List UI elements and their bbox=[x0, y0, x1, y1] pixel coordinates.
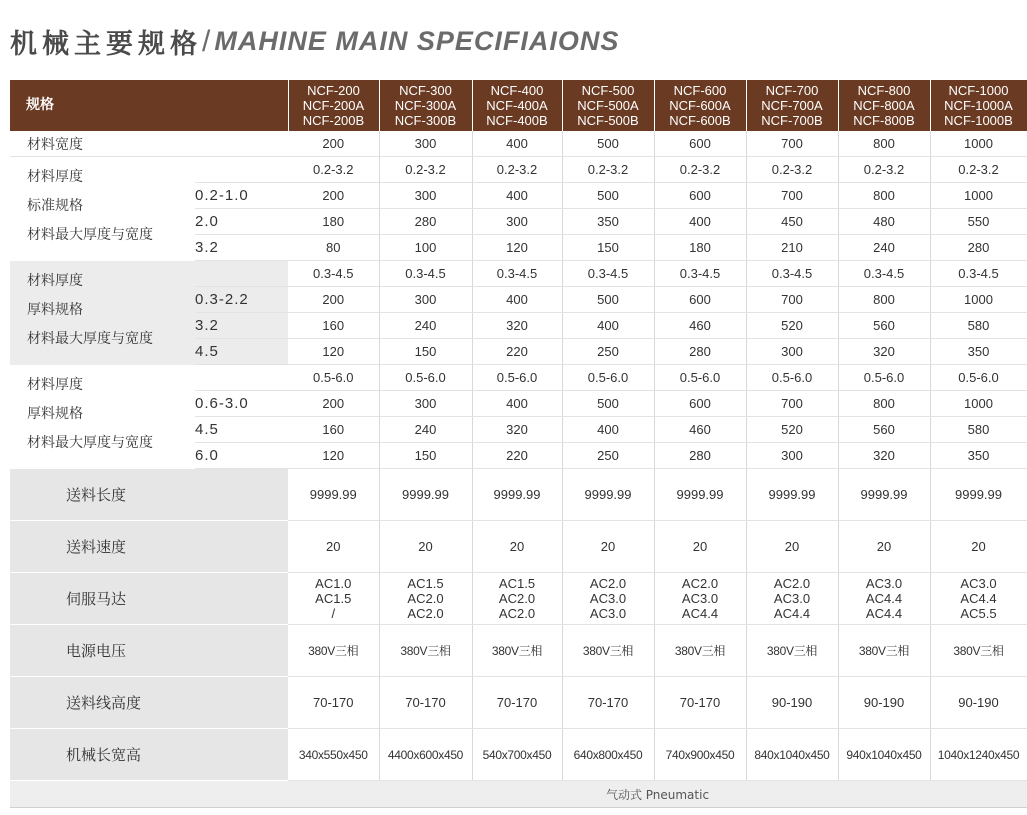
model-name: NCF-800 bbox=[857, 83, 911, 98]
group-label: 厚料规格 bbox=[27, 405, 83, 422]
table-cell: 550 bbox=[930, 209, 1027, 235]
motor-value: AC1.5 bbox=[315, 591, 352, 606]
group-label: 材料最大厚度与宽度 bbox=[27, 227, 153, 243]
table-cell: 840x1040x450 bbox=[746, 729, 838, 781]
model-name: NCF-500 bbox=[581, 83, 635, 98]
table-cell: 240 bbox=[379, 313, 472, 339]
spec-label: 规格 bbox=[10, 80, 288, 131]
row-release-type bbox=[10, 781, 1027, 808]
table-cell: 9999.99 bbox=[472, 469, 562, 521]
table-cell: 520 bbox=[746, 417, 838, 443]
table-cell: 250 bbox=[562, 443, 654, 469]
table-cell: 800 bbox=[838, 131, 930, 157]
motor-value: AC5.5 bbox=[960, 606, 997, 621]
table-cell: 0.2-3.2 bbox=[562, 157, 654, 183]
table-cell: 250 bbox=[562, 339, 654, 365]
table-cell: 460 bbox=[654, 313, 746, 339]
table-cell: 1000 bbox=[930, 391, 1027, 417]
table-cell: 480 bbox=[838, 209, 930, 235]
table-cell: 0.3-4.5 bbox=[379, 261, 472, 287]
table-cell: 200 bbox=[288, 183, 379, 209]
motor-value: AC2.0 bbox=[498, 591, 536, 606]
table-cell bbox=[288, 573, 379, 625]
model-header bbox=[746, 80, 838, 131]
table-cell: 540x700x450 bbox=[472, 729, 562, 781]
table-cell: 70-170 bbox=[562, 677, 654, 729]
table-cell: 150 bbox=[379, 339, 472, 365]
thickness-label: 3.2 bbox=[195, 313, 288, 339]
motor-value: AC3.0 bbox=[773, 591, 811, 606]
table-cell: 0.3-4.5 bbox=[838, 261, 930, 287]
row-label: 材料宽度 bbox=[10, 131, 288, 157]
table-row bbox=[10, 365, 1027, 391]
table-cell: 20 bbox=[288, 521, 379, 573]
table-cell: 9999.99 bbox=[288, 469, 379, 521]
table-cell: 300 bbox=[379, 391, 472, 417]
row-power-voltage bbox=[10, 625, 1027, 677]
table-cell: 280 bbox=[654, 443, 746, 469]
row-servo-motor bbox=[10, 573, 1027, 625]
group-labels bbox=[10, 157, 195, 261]
motor-value: AC2.0 bbox=[498, 606, 536, 621]
table-cell: 90-190 bbox=[746, 677, 838, 729]
table-cell: 0.5-6.0 bbox=[746, 365, 838, 391]
table-cell: 600 bbox=[654, 131, 746, 157]
row-label: 送料速度 bbox=[10, 521, 288, 573]
row-label: 伺服马达 bbox=[10, 573, 288, 625]
table-cell: 380V三相 bbox=[654, 625, 746, 677]
table-cell: 0.5-6.0 bbox=[930, 365, 1027, 391]
table-cell bbox=[746, 573, 838, 625]
table-cell: 500 bbox=[562, 183, 654, 209]
motor-value: AC4.4 bbox=[865, 606, 903, 621]
group-label: 材料厚度 bbox=[27, 169, 83, 185]
table-cell: 280 bbox=[654, 339, 746, 365]
model-name: NCF-700 bbox=[765, 83, 819, 98]
table-cell: 800 bbox=[838, 183, 930, 209]
table-cell: 580 bbox=[930, 417, 1027, 443]
table-cell: 80 bbox=[288, 235, 379, 261]
table-cell: 9999.99 bbox=[838, 469, 930, 521]
table-cell: 70-170 bbox=[654, 677, 746, 729]
table-cell: 1040x1240x450 bbox=[930, 729, 1027, 781]
table-cell: 380V三相 bbox=[288, 625, 379, 677]
motor-value: AC2.0 bbox=[773, 576, 811, 591]
table-cell: 460 bbox=[654, 417, 746, 443]
table-cell: 320 bbox=[838, 443, 930, 469]
table-cell: 180 bbox=[288, 209, 379, 235]
group-label: 材料最大厚度与宽度 bbox=[27, 434, 153, 451]
table-cell: 160 bbox=[288, 313, 379, 339]
table-cell: 320 bbox=[472, 417, 562, 443]
motor-value: AC1.0 bbox=[315, 576, 352, 591]
model-name: NCF-1000 bbox=[948, 83, 1009, 98]
table-cell: 280 bbox=[379, 209, 472, 235]
table-cell: 500 bbox=[562, 131, 654, 157]
group-labels bbox=[10, 365, 195, 469]
table-cell: 740x900x450 bbox=[654, 729, 746, 781]
table-cell: 940x1040x450 bbox=[838, 729, 930, 781]
model-name: NCF-700B bbox=[761, 113, 823, 128]
table-cell: 0.2-3.2 bbox=[654, 157, 746, 183]
model-name: NCF-300 bbox=[399, 83, 452, 98]
model-name: NCF-1000A bbox=[944, 98, 1013, 113]
table-cell bbox=[379, 573, 472, 625]
table-cell: 400 bbox=[654, 209, 746, 235]
table-cell: 200 bbox=[288, 391, 379, 417]
model-name: NCF-500B bbox=[577, 113, 639, 128]
table-cell: 0.5-6.0 bbox=[654, 365, 746, 391]
table-cell: 320 bbox=[838, 339, 930, 365]
table-cell: 20 bbox=[562, 521, 654, 573]
table-cell: 520 bbox=[746, 313, 838, 339]
table-cell: 0.2-3.2 bbox=[746, 157, 838, 183]
table-cell: 220 bbox=[472, 339, 562, 365]
table-cell: 300 bbox=[746, 339, 838, 365]
table-cell: 0.3-4.5 bbox=[746, 261, 838, 287]
row-feed-speed bbox=[10, 521, 1027, 573]
table-row bbox=[10, 157, 1027, 183]
table-cell: 350 bbox=[562, 209, 654, 235]
table-cell: 340x550x450 bbox=[288, 729, 379, 781]
thickness-label: 3.2 bbox=[195, 235, 288, 261]
motor-value: AC2.0 bbox=[407, 591, 444, 606]
thickness-label: 4.5 bbox=[195, 417, 288, 443]
row-label: 送料长度 bbox=[10, 469, 288, 521]
table-cell: 300 bbox=[379, 131, 472, 157]
table-cell: 400 bbox=[562, 417, 654, 443]
table-cell: 580 bbox=[930, 313, 1027, 339]
table-cell: 90-190 bbox=[838, 677, 930, 729]
table-cell: 380V三相 bbox=[379, 625, 472, 677]
table-cell: 1000 bbox=[930, 131, 1027, 157]
table-cell: 0.5-6.0 bbox=[838, 365, 930, 391]
table-cell: 300 bbox=[379, 287, 472, 313]
table-cell: 560 bbox=[838, 417, 930, 443]
table-cell bbox=[654, 573, 746, 625]
table-cell: 450 bbox=[746, 209, 838, 235]
release-type-note: 气动式 Pneumatic bbox=[288, 781, 1027, 808]
thickness-label bbox=[195, 261, 288, 287]
motor-value: AC4.4 bbox=[773, 606, 811, 621]
table-cell: 20 bbox=[379, 521, 472, 573]
page-title bbox=[10, 22, 619, 66]
table-cell: 350 bbox=[930, 443, 1027, 469]
table-cell: 70-170 bbox=[472, 677, 562, 729]
model-header bbox=[654, 80, 746, 131]
row-feed-length bbox=[10, 469, 1027, 521]
table-cell: 700 bbox=[746, 131, 838, 157]
model-header bbox=[379, 80, 472, 131]
thickness-label: 0.3-2.2 bbox=[195, 287, 288, 313]
group-label: 材料厚度 bbox=[27, 272, 83, 289]
table-cell: 9999.99 bbox=[654, 469, 746, 521]
table-cell: 1000 bbox=[930, 287, 1027, 313]
table-cell: 0.5-6.0 bbox=[562, 365, 654, 391]
table-cell: 220 bbox=[472, 443, 562, 469]
table-cell: 700 bbox=[746, 287, 838, 313]
model-header bbox=[930, 80, 1027, 131]
model-header bbox=[838, 80, 930, 131]
motor-value: AC3.0 bbox=[589, 606, 627, 621]
group-label: 厚料规格 bbox=[27, 301, 83, 318]
table-cell: 120 bbox=[472, 235, 562, 261]
motor-value: AC3.0 bbox=[865, 576, 903, 591]
model-header bbox=[562, 80, 654, 131]
thickness-label: 0.6-3.0 bbox=[195, 391, 288, 417]
table-cell: 120 bbox=[288, 339, 379, 365]
motor-value: AC3.0 bbox=[681, 591, 719, 606]
model-name: NCF-800A bbox=[853, 98, 915, 113]
table-cell: 400 bbox=[562, 313, 654, 339]
table-cell: 100 bbox=[379, 235, 472, 261]
table-cell: 20 bbox=[472, 521, 562, 573]
table-cell: 240 bbox=[838, 235, 930, 261]
table-cell: 150 bbox=[562, 235, 654, 261]
table-cell: 400 bbox=[472, 183, 562, 209]
model-name: NCF-200A bbox=[302, 98, 365, 113]
motor-value: AC2.0 bbox=[681, 576, 719, 591]
table-cell: 160 bbox=[288, 417, 379, 443]
table-cell: 380V三相 bbox=[838, 625, 930, 677]
table-cell: 9999.99 bbox=[379, 469, 472, 521]
table-cell: 380V三相 bbox=[930, 625, 1027, 677]
table-cell: 200 bbox=[288, 287, 379, 313]
table-cell: 0.3-4.5 bbox=[472, 261, 562, 287]
table-cell: 400 bbox=[472, 391, 562, 417]
table-cell bbox=[930, 573, 1027, 625]
table-cell: 600 bbox=[654, 183, 746, 209]
row-machine-dimensions bbox=[10, 729, 1027, 781]
table-cell: 800 bbox=[838, 287, 930, 313]
table-cell: 70-170 bbox=[379, 677, 472, 729]
model-header bbox=[472, 80, 562, 131]
table-cell bbox=[562, 573, 654, 625]
table-cell bbox=[472, 573, 562, 625]
table-cell: 800 bbox=[838, 391, 930, 417]
model-name: NCF-600 bbox=[673, 83, 727, 98]
table-cell bbox=[838, 573, 930, 625]
model-header bbox=[288, 80, 379, 131]
table-cell: 380V三相 bbox=[562, 625, 654, 677]
table-cell: 0.2-3.2 bbox=[930, 157, 1027, 183]
motor-value: AC1.5 bbox=[407, 576, 444, 591]
model-name: NCF-600A bbox=[669, 98, 731, 113]
table-cell: 120 bbox=[288, 443, 379, 469]
table-cell: 400 bbox=[472, 287, 562, 313]
table-cell: 0.2-3.2 bbox=[838, 157, 930, 183]
table-cell: 0.5-6.0 bbox=[379, 365, 472, 391]
table-cell: 600 bbox=[654, 391, 746, 417]
row-label: 机械长宽高 bbox=[10, 729, 288, 781]
table-cell: 0.5-6.0 bbox=[288, 365, 379, 391]
motor-value: AC2.0 bbox=[589, 576, 627, 591]
table-cell: 20 bbox=[930, 521, 1027, 573]
table-cell: 700 bbox=[746, 391, 838, 417]
table-cell: 180 bbox=[654, 235, 746, 261]
motor-value: AC3.0 bbox=[589, 591, 627, 606]
table-cell: 500 bbox=[562, 391, 654, 417]
table-cell: 0.3-4.5 bbox=[288, 261, 379, 287]
table-cell: 0.2-3.2 bbox=[288, 157, 379, 183]
spec-table bbox=[10, 80, 1027, 808]
table-cell: 320 bbox=[472, 313, 562, 339]
table-cell: 150 bbox=[379, 443, 472, 469]
table-cell: 640x800x450 bbox=[562, 729, 654, 781]
motor-value: AC1.5 bbox=[498, 576, 536, 591]
table-cell: 70-170 bbox=[288, 677, 379, 729]
table-cell: 380V三相 bbox=[472, 625, 562, 677]
table-cell: 0.3-4.5 bbox=[562, 261, 654, 287]
table-cell: 600 bbox=[654, 287, 746, 313]
table-cell: 300 bbox=[379, 183, 472, 209]
motor-value: AC4.4 bbox=[681, 606, 719, 621]
table-cell: 500 bbox=[562, 287, 654, 313]
model-name: NCF-800B bbox=[853, 113, 915, 128]
motor-value: AC4.4 bbox=[865, 591, 903, 606]
table-cell: 90-190 bbox=[930, 677, 1027, 729]
model-name: NCF-200 bbox=[307, 83, 360, 98]
model-name: NCF-300B bbox=[394, 113, 457, 128]
group-label: 材料最大厚度与宽度 bbox=[27, 330, 153, 347]
table-cell: 0.2-3.2 bbox=[379, 157, 472, 183]
table-cell: 0.5-6.0 bbox=[472, 365, 562, 391]
table-cell: 240 bbox=[379, 417, 472, 443]
table-cell: 200 bbox=[288, 131, 379, 157]
table-cell: 0.3-4.5 bbox=[930, 261, 1027, 287]
table-cell: 20 bbox=[746, 521, 838, 573]
table-cell: 560 bbox=[838, 313, 930, 339]
model-name: NCF-400B bbox=[486, 113, 548, 128]
table-cell: 300 bbox=[472, 209, 562, 235]
table-row bbox=[10, 261, 1027, 287]
table-cell: 20 bbox=[654, 521, 746, 573]
row-label: 电源电压 bbox=[10, 625, 288, 677]
title-slash: / bbox=[202, 24, 211, 58]
thickness-label: 4.5 bbox=[195, 339, 288, 365]
table-cell: 380V三相 bbox=[746, 625, 838, 677]
motor-value: / bbox=[331, 606, 336, 621]
thickness-label bbox=[195, 365, 288, 391]
thickness-label: 6.0 bbox=[195, 443, 288, 469]
table-cell: 700 bbox=[746, 183, 838, 209]
table-cell: 9999.99 bbox=[930, 469, 1027, 521]
table-cell: 20 bbox=[838, 521, 930, 573]
group-labels bbox=[10, 261, 195, 365]
row-material-width bbox=[10, 131, 1027, 157]
title-chinese: 机械主要规格 bbox=[10, 29, 202, 60]
table-cell: 210 bbox=[746, 235, 838, 261]
row-feed-line-height bbox=[10, 677, 1027, 729]
table-cell: 0.2-3.2 bbox=[472, 157, 562, 183]
group-label: 标准规格 bbox=[27, 198, 83, 214]
thickness-label: 2.0 bbox=[195, 209, 288, 235]
group-label: 材料厚度 bbox=[27, 376, 83, 393]
row-label bbox=[10, 781, 288, 808]
title-english: MAHINE MAIN SPECIFIAIONS bbox=[214, 26, 620, 56]
model-name: NCF-300A bbox=[394, 98, 457, 113]
table-cell: 1000 bbox=[930, 183, 1027, 209]
thickness-label: 0.2-1.0 bbox=[195, 183, 288, 209]
model-name: NCF-200B bbox=[302, 113, 365, 128]
model-name: NCF-400 bbox=[490, 83, 544, 98]
model-name: NCF-500A bbox=[577, 98, 639, 113]
table-cell: 9999.99 bbox=[746, 469, 838, 521]
table-cell: 4400x600x450 bbox=[379, 729, 472, 781]
model-name: NCF-400A bbox=[486, 98, 548, 113]
model-name: NCF-600B bbox=[669, 113, 731, 128]
motor-value: AC3.0 bbox=[960, 576, 997, 591]
table-cell: 280 bbox=[930, 235, 1027, 261]
motor-value: AC4.4 bbox=[960, 591, 997, 606]
thickness-label bbox=[195, 157, 288, 183]
table-cell: 400 bbox=[472, 131, 562, 157]
table-cell: 350 bbox=[930, 339, 1027, 365]
header-row bbox=[10, 80, 1027, 131]
table-cell: 0.3-4.5 bbox=[654, 261, 746, 287]
motor-value: AC2.0 bbox=[407, 606, 444, 621]
table-cell: 300 bbox=[746, 443, 838, 469]
model-name: NCF-700A bbox=[761, 98, 823, 113]
model-name: NCF-1000B bbox=[944, 113, 1013, 128]
table-cell: 9999.99 bbox=[562, 469, 654, 521]
row-label: 送料线高度 bbox=[10, 677, 288, 729]
